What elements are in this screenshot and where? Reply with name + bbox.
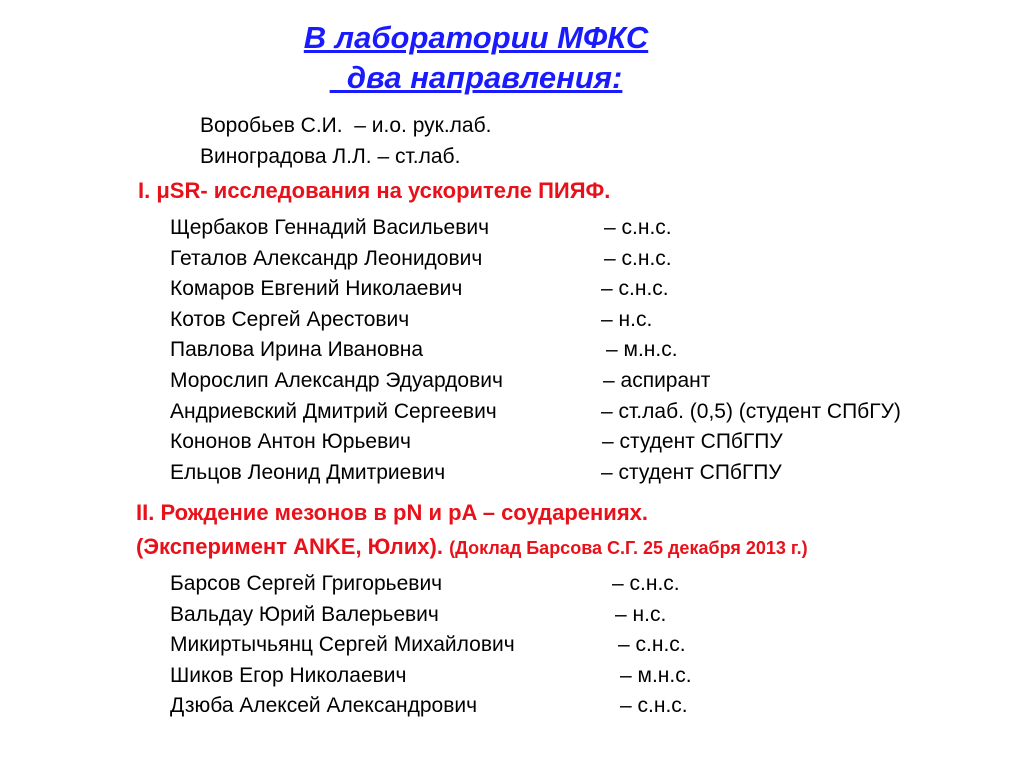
- leader-row: Виноградова Л.Л. – ст.лаб.: [200, 145, 461, 168]
- person-role: – с.н.с.: [601, 277, 669, 301]
- title-line-1: В лаборатории МФКС: [303, 20, 649, 55]
- person-name: Андриевский Дмитрий Сергеевич: [170, 399, 497, 423]
- section-2-report-note: (Доклад Барсова С.Г. 25 декабря 2013 г.): [449, 538, 808, 558]
- section-1-title: I. μSR- исследования на ускорителе ПИЯФ.: [138, 178, 611, 203]
- title-line-2: два направления:: [329, 60, 623, 95]
- person-role: – аспирант: [603, 368, 711, 392]
- person-name: Котов Сергей Арестович: [170, 307, 410, 331]
- person-role: – н.с.: [601, 307, 653, 331]
- person-role: – ст.лаб. (0,5) (студент СПбГУ): [601, 399, 901, 423]
- person-role: – н.с.: [615, 602, 667, 626]
- person-name: Вальдау Юрий Валерьевич: [170, 602, 439, 626]
- section-2-experiment: (Эксперимент ANKE, Юлих).: [136, 534, 443, 559]
- lab-leaders: [200, 110, 491, 172]
- person-name: Барсов Сергей Григорьевич: [170, 572, 443, 595]
- person-role: – с.н.с.: [612, 572, 680, 595]
- person-role: – студент СПбГПУ: [601, 460, 782, 484]
- person-role: – с.н.с.: [604, 246, 672, 270]
- person-name: Геталов Александр Леонидович: [170, 246, 483, 270]
- person-name: Морослип Александр Эдуардович: [170, 368, 503, 392]
- person-name: Микиртычьянц Сергей Михайлович: [170, 633, 515, 656]
- person-role: – с.н.с.: [618, 633, 686, 656]
- section-2-title-line-2: [136, 530, 808, 564]
- person-role: – с.н.с.: [620, 694, 688, 717]
- person-name: Ельцов Леонид Дмитриевич: [170, 460, 446, 484]
- leader-row: Воробьев С.И. – и.о. рук.лаб.: [200, 114, 492, 137]
- person-name: Комаров Евгений Николаевич: [170, 277, 463, 301]
- person-role: – с.н.с.: [604, 216, 672, 239]
- section-2-title-line-1: II. Рождение мезонов в pN и pA – соударениях.: [136, 500, 649, 525]
- section-2-title: [136, 496, 808, 564]
- person-name: Шиков Егор Николаевич: [170, 663, 407, 687]
- person-name: Щербаков Геннадий Васильевич: [170, 216, 490, 239]
- person-name: Павлова Ирина Ивановна: [170, 338, 424, 362]
- person-role: – м.н.с.: [606, 338, 678, 362]
- person-role: – студент СПбГПУ: [602, 430, 783, 454]
- person-name: Кононов Антон Юрьевич: [170, 430, 411, 454]
- person-name: Дзюба Алексей Александрович: [170, 694, 478, 717]
- person-role: – м.н.с.: [620, 663, 692, 687]
